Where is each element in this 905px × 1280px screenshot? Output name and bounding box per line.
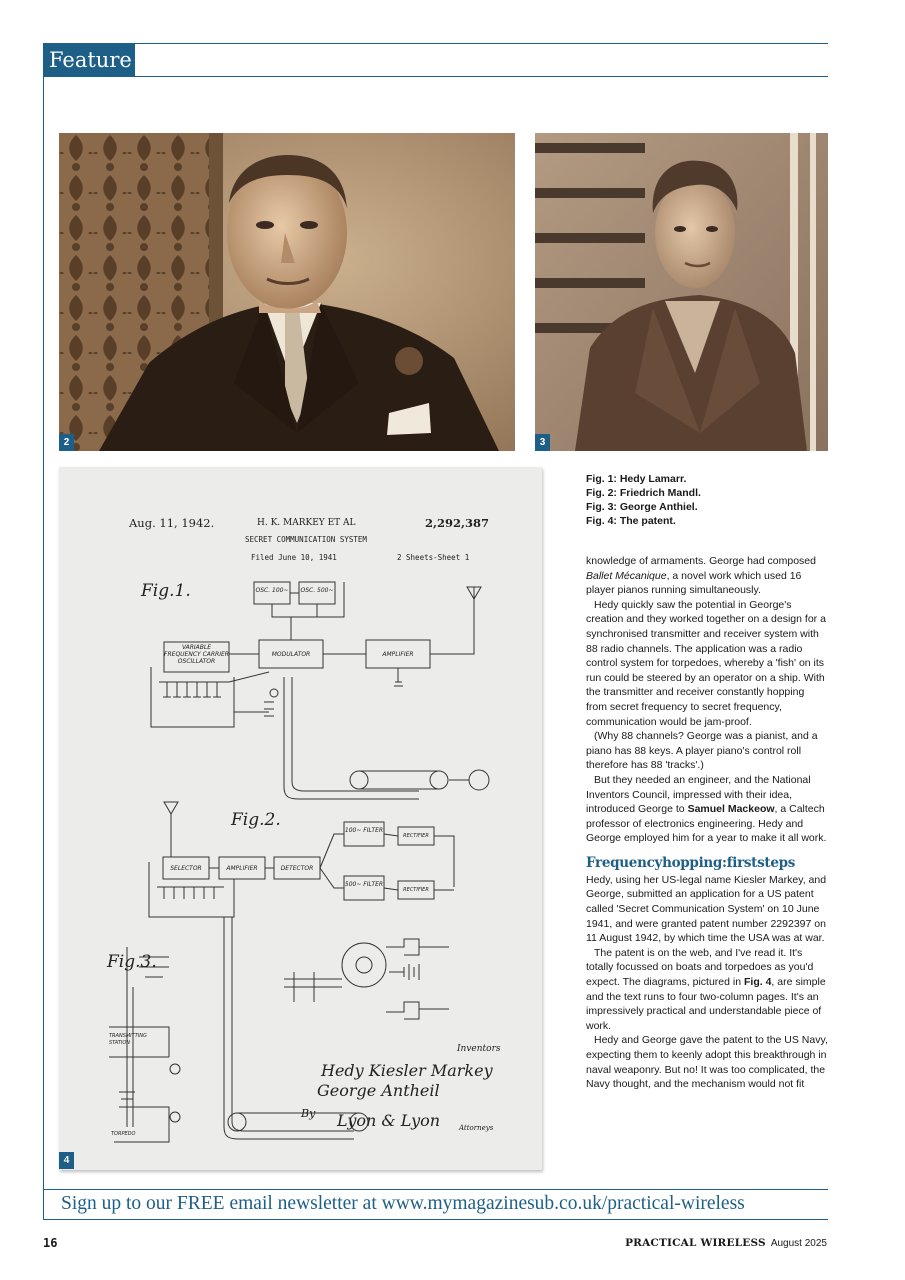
paragraph: Hedy, using her US-legal name Kiesler Markey, and George, submitted an application for a US patent called 'Secret Communication System' on 10 June 1941, and were granted patent number 2292397 on 11 August 1942, by which time the USA was at war.	[586, 873, 827, 945]
figure-number-badge: 3	[535, 434, 550, 451]
caption: Fig. 2: Friedrich Mandl.	[586, 487, 701, 499]
newsletter-banner	[43, 1189, 828, 1220]
patent-title: SECRET COMMUNICATION SYSTEM	[245, 535, 367, 544]
inventors-label: Inventors	[457, 1044, 501, 1054]
newsletter-link[interactable]: Sign up to our FREE email newsletter at www.mymagazinesub.co.uk/practical-wireless	[61, 1193, 745, 1214]
figure-label: Fig.1.	[141, 581, 191, 601]
caption: Fig. 1: Hedy Lamarr.	[586, 473, 687, 485]
block-label: TRANSMITTING STATION	[109, 1033, 147, 1046]
attorney-signature: Lyon & Lyon	[337, 1111, 441, 1130]
paragraph: Hedy quickly saw the potential in George's creation and they worked together on a design for a synchronised transmitter and receiver system with 88 radio channels. The application was a radio control system for torpedoes, whereby a 'fish' on its run could be steered by an operator on a ship. With the transmitter and receiver constantly hopping from secret frequency to secret frequency, communication would be jam-proof.	[586, 598, 826, 728]
paragraph: Hedy and George gave the patent to the US Navy, expecting them to keenly adopt this breakthrough in naval weaponry. But no! It was too complicated, the Navy thought, and the mechanism would not fit	[586, 1034, 828, 1091]
patent-filed: Filed June 10, 1941	[251, 553, 337, 562]
subheading: Frequencyhopping:firststeps	[586, 854, 796, 871]
article-body	[586, 554, 828, 1092]
block-label: SELECTOR	[170, 865, 202, 872]
patent-drawing	[59, 467, 542, 1170]
magazine-title: PRACTICAL WIRELESS	[625, 1237, 766, 1249]
inventor-signature: Hedy Kiesler Markey	[321, 1061, 493, 1080]
block-label: RECTIFIER	[403, 887, 429, 893]
figure-label: Fig.3.	[107, 952, 157, 972]
paragraph: (Why 88 channels? George was a pianist, and a piano has 88 keys. A player piano's control roll therefore has 88 'tracks'.)	[586, 730, 818, 772]
inventor-signature: George Antheil	[317, 1081, 440, 1100]
block-label: OSC. 100~	[255, 587, 289, 594]
block-label: 500~ FILTER	[344, 881, 384, 888]
block-label: MODULATOR	[271, 651, 311, 658]
paragraph: But they needed an engineer, and the National Inventors Council, impressed with their idea, introduced George to Samuel Mackeow, a Caltech professor of electronics engineering. Hedy and George employed him for a year to make it all work.	[586, 773, 827, 845]
block-label: TORPEDO	[111, 1131, 136, 1137]
caption: Fig. 4: The patent.	[586, 515, 676, 527]
masthead	[625, 1237, 827, 1249]
issue-date: August 2025	[770, 1238, 827, 1249]
block-label: RECTIFIER	[403, 833, 429, 839]
photo-george-antheil	[535, 133, 828, 451]
patent-sheets: 2 Sheets-Sheet 1	[397, 553, 470, 562]
block-label: AMPLIFIER	[382, 651, 414, 658]
block-label: 100~ FILTER	[344, 827, 384, 834]
photo-friedrich-mandl	[59, 133, 515, 451]
by-label: By	[301, 1107, 316, 1120]
block-label: VARIABLE FREQUENCY CARRIER OSCILLATOR	[164, 644, 229, 665]
header-rule	[43, 43, 828, 44]
paragraph: The patent is on the web, and I've read it. It's totally focussed on boats and torpedoes as you'd expect. The diagrams, pictured in Fig. 4, are simple and the text runs to four two-column pages. It's an impressively practical and understandable piece of work.	[586, 946, 826, 1032]
block-label: AMPLIFIER	[226, 865, 258, 872]
patent-number: 2,292,387	[425, 516, 490, 530]
attorneys-label: Attorneys	[459, 1124, 494, 1132]
patent-date: Aug. 11, 1942.	[129, 516, 215, 530]
patent-author: H. K. MARKEY ET AL	[257, 518, 356, 528]
block-label: OSC. 500~	[300, 587, 334, 594]
caption: Fig. 3: George Anthiel.	[586, 501, 698, 513]
header-rule-lower	[135, 76, 828, 77]
block-label: DETECTOR	[280, 865, 314, 872]
margin-rule	[43, 43, 44, 1220]
section-tag: Feature	[43, 43, 135, 77]
figure-number-badge: 4	[59, 1152, 74, 1169]
page-number: 16	[43, 1236, 58, 1250]
figure-label: Fig.2.	[231, 810, 281, 830]
paragraph: knowledge of armaments. George had composed Ballet Mécanique, a novel work which used 16 player pianos running simultaneously.	[586, 555, 816, 597]
figure-number-badge: 2	[59, 434, 74, 451]
figure-captions	[586, 472, 826, 528]
